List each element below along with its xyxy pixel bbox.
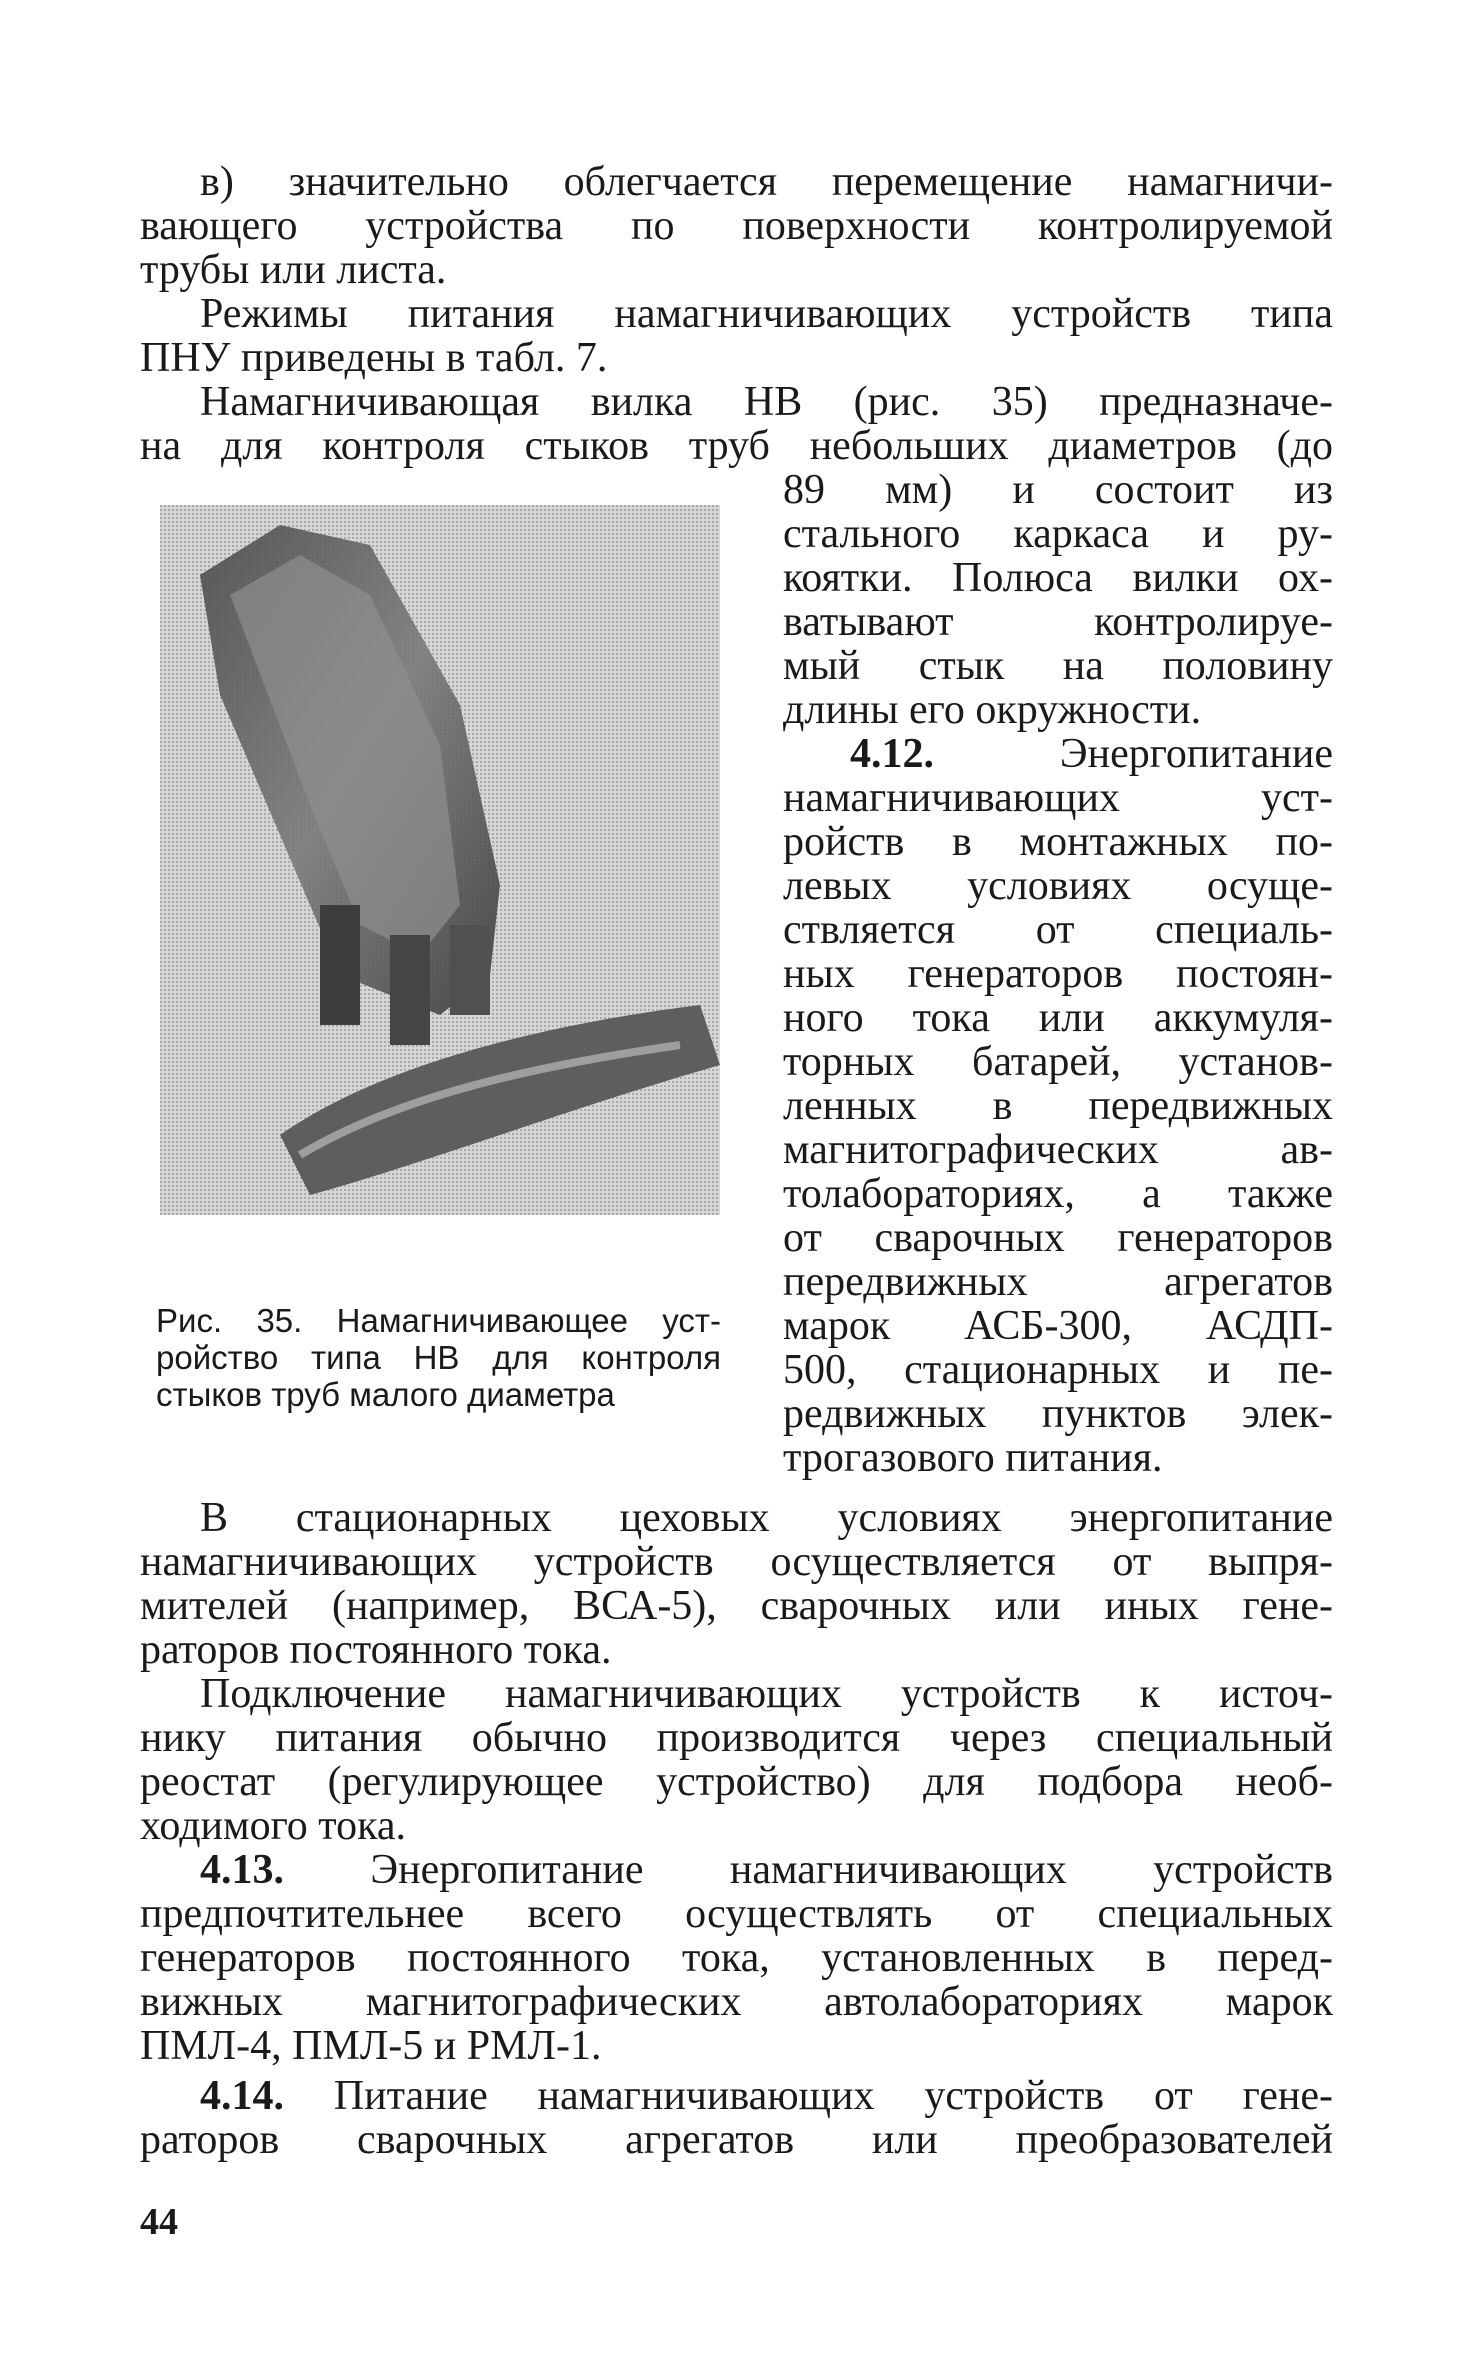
section-number: 4.13. [200,1847,284,1893]
text-line: ного тока или аккумуля- [783,995,1333,1041]
text-line: марок АСБ-300, АСДП- [783,1303,1333,1349]
text-line: 89 мм) и состоит из [783,467,1333,513]
text-line: намагничивающих уст- [783,775,1333,821]
text-line: редвижных пунктов элек- [783,1391,1333,1437]
text-line: толабораториях, а также [783,1171,1333,1217]
text-line: генераторов постоянного тока, установленных в перед- [140,1935,1333,1981]
text-fragment: Энергопитание [1059,731,1333,777]
text-line: трубы или листа. [140,247,447,293]
text-line: Режимы питания намагничивающих устройств типа [200,291,1333,337]
figure-photo [160,505,720,1215]
text-line: нику питания обычно производится через специальный [140,1715,1333,1761]
section-number: 4.14. [200,2073,284,2119]
figure-caption-line: Рис. 35. Намагничивающее уст- [156,1302,721,1339]
page-number: 44 [140,2201,178,2243]
text-line: Подключение намагничивающих устройств к источ- [200,1671,1333,1717]
section-heading-line [850,732,1333,776]
text-line: коятки. Полюса вилки ох- [783,555,1333,601]
text-line: мый стык на половину [783,643,1333,689]
text-line: ПНУ приведены в табл. 7. [140,335,608,381]
text-line: ПМЛ-4, ПМЛ-5 и РМЛ-1. [140,2023,602,2069]
section-number: 4.12. [850,731,934,777]
figure-caption-line: ройство типа НВ для контроля [156,1339,721,1376]
text-line: торных батарей, установ- [783,1039,1333,1085]
text-line: реостат (регулирующее устройство) для подбора необ- [140,1759,1333,1805]
section-heading-line [200,1848,1333,1892]
text-line: Намагничивающая вилка НВ (рис. 35) предназначе- [200,379,1333,425]
text-line: предпочтительнее всего осуществлять от специальных [140,1891,1333,1937]
text-line: раторов сварочных агрегатов или преобразователей [140,2117,1333,2163]
figure-caption-line: стыков труб малого диаметра [156,1376,615,1413]
text-fragment: Энергопитание намагничивающих устройств [370,1847,1333,1893]
text-line: 500, стационарных и пе- [783,1347,1333,1393]
text-line: вижных магнитографических автолабораториях марок [140,1979,1333,2025]
section-heading-line [200,2074,1333,2118]
text-line: в) значительно облегчается перемещение намагничи- [200,159,1333,205]
text-line: мителей (например, ВСА-5), сварочных или иных гене- [140,1583,1333,1629]
text-line: намагничивающих устройств осуществляется от выпря- [140,1539,1333,1585]
text-line: ных генераторов постоян- [783,951,1333,997]
text-line: раторов постоянного тока. [140,1627,612,1673]
text-line: вающего устройства по поверхности контролируемой [140,203,1333,249]
text-line: ходимого тока. [140,1803,407,1849]
text-line: на для контроля стыков труб небольших диаметров (до [140,423,1333,469]
text-line: трогазового питания. [783,1435,1163,1481]
text-line: длины его окружности. [783,687,1202,733]
text-line: передвижных агрегатов [783,1259,1333,1305]
text-line: ватывают контролируе- [783,599,1333,645]
text-line: В стационарных цеховых условиях энергопитание [200,1495,1333,1541]
text-line: ройств в монтажных по- [783,819,1333,865]
text-line: стального каркаса и ру- [783,511,1333,557]
text-line: от сварочных генераторов [783,1215,1333,1261]
text-line: ленных в передвижных [783,1083,1333,1129]
text-line: ствляется от специаль- [783,907,1333,953]
text-line: левых условиях осуще- [783,863,1333,909]
text-line: магнитографических ав- [783,1127,1333,1173]
text-fragment: Питание намагничивающих устройств от гене- [333,2073,1334,2119]
